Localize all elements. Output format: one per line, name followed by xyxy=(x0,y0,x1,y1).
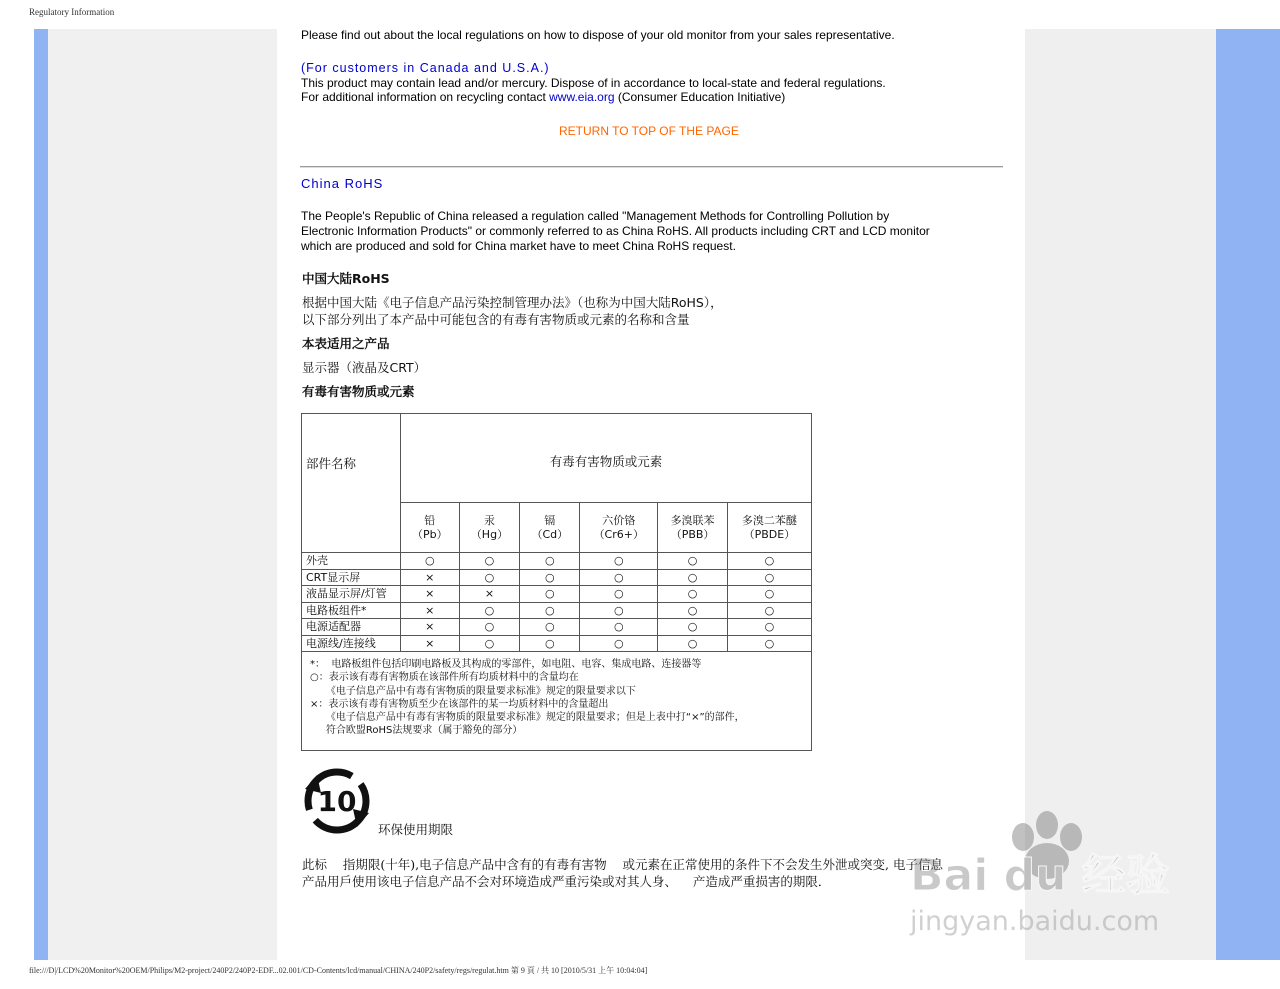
watermark-url: jingyan.baidu.com xyxy=(910,906,1160,937)
cn-rohs-desc-line2: 以下部分列出了本产品中可能包含的有毒有害物质或元素的名称和含量 xyxy=(302,312,690,327)
canada-line1: This product may contain lead and/or mercury. Dispose of in accordance to local-state and federal regulations. xyxy=(301,76,886,90)
canada-line2 xyxy=(301,90,785,105)
note-line: 《电子信息产品中有毒有害物质的限量要求标准》规定的限量要求以下 xyxy=(310,685,636,697)
note-line: *： 电路板组件包括印刷电路板及其构成的零部件，如电阻、电容、集成电路、连接器等 xyxy=(310,659,702,670)
cn-rohs-title: 中国大陆RoHS xyxy=(302,271,390,286)
table-row: CRT显示屏 × ○ ○ ○ ○ ○ xyxy=(302,569,812,586)
note-line: 《电子信息产品中有毒有害物质的限量要求标准》规定的限量要求；但是上表中打“×”的部件， xyxy=(310,712,745,724)
note-line: 符合欧盟RoHS法规要求（属于豁免的部分） xyxy=(310,725,523,737)
recycle-arrows-icon xyxy=(301,767,375,835)
col-header-cd: 镉 （Cd） xyxy=(520,503,580,553)
baidu-watermark xyxy=(905,795,1205,945)
cn-rohs-desc-line1: 根据中国大陆《电子信息产品污染控制管理办法》（也称为中国大陆RoHS）， xyxy=(302,295,723,310)
table-notes xyxy=(302,652,812,751)
table-row: 液晶显示屏/灯管 × × ○ ○ ○ ○ xyxy=(302,586,812,603)
china-rohs-para-line1: The People's Republic of China released a regulation called "Management Methods for Controlling Pollution by xyxy=(301,209,890,223)
epup-number: 10 xyxy=(317,785,357,818)
applies-value: 显示器（液晶及CRT） xyxy=(302,360,427,375)
left-gray-margin xyxy=(48,29,277,960)
canada-heading: (For customers in Canada and U.S.A.) xyxy=(301,61,550,75)
col-header-cr6: 六价铬 （Cr6+） xyxy=(580,503,658,553)
table-row: 电源线/连接线 × ○ ○ ○ ○ ○ xyxy=(302,635,812,652)
table-row: 电路板组件* × ○ ○ ○ ○ ○ xyxy=(302,602,812,619)
substances-header: 有毒有害物质或元素 xyxy=(401,414,812,503)
col-header-pbb: 多溴联苯 （PBB） xyxy=(658,503,728,553)
note-line: ○：表示该有毒有害物质在该部件所有均质材料中的含量均在 xyxy=(310,672,579,684)
left-blue-stripe xyxy=(34,29,48,960)
epup-desc-line1: 此标 指期限(十年),电子信息产品中含有的有毒有害物 或元素在正常使用的条件下不会发生外泄或突变, 电子信息 xyxy=(302,857,943,872)
col-header-pb: 铅 （Pb） xyxy=(401,503,460,553)
rohs-table xyxy=(301,413,812,751)
return-to-top-link[interactable]: RETURN TO TOP OF THE PAGE xyxy=(559,124,739,138)
applies-title: 本表适用之产品 xyxy=(302,336,390,351)
watermark-brand: Bai du 经验 xyxy=(910,850,1170,901)
epup-desc-line2: 产品用戶使用该电子信息产品不会对环境造成严重污染或对其人身、 产造成严重损害的期限． xyxy=(302,874,831,889)
table-row: 外壳 ○ ○ ○ ○ ○ ○ xyxy=(302,553,812,570)
print-footer: file:///D|/LCD%20Monitor%20OEM/Philips/M2-project/240P2/240P2-EDF...02.001/CD-Contents/lcd/manual/CHINA/240P2/safety/regs/regulat.htm 第 9 頁 / 共 10 [2010/5/31 上午 10:04:04] xyxy=(29,966,648,975)
col-header-pbde: 多溴二苯醚 （PBDE） xyxy=(727,503,811,553)
section-divider xyxy=(300,166,1003,168)
epup-caption: 环保使用期限 xyxy=(378,822,454,837)
canada-line2-prefix: For additional information on recycling contact xyxy=(301,90,550,104)
toxic-title: 有毒有害物质或元素 xyxy=(302,384,415,399)
china-rohs-para-line3: which are produced and sold for China market have to meet China RoHS request. xyxy=(301,239,736,253)
part-name-header: 部件名称 xyxy=(302,414,401,553)
intro-text: Please find out about the local regulations on how to dispose of your old monitor from your sales representative. xyxy=(301,28,895,42)
epup-10-logo xyxy=(301,767,375,835)
print-header: Regulatory Information xyxy=(29,7,115,17)
col-header-hg: 汞 （Hg） xyxy=(459,503,520,553)
eia-link[interactable]: www.eia.org xyxy=(549,90,615,104)
china-rohs-para-line2: Electronic Information Products" or commonly referred to as China RoHS. All products including CRT and LCD monitor xyxy=(301,224,930,238)
canada-line2-suffix: (Consumer Education Initiative) xyxy=(614,90,786,104)
china-rohs-heading: China RoHS xyxy=(301,176,384,191)
right-blue-stripe xyxy=(1216,29,1280,960)
table-row: 电源适配器 × ○ ○ ○ ○ ○ xyxy=(302,619,812,636)
note-line: ×：表示该有毒有害物质至少在该部件的某一均质材料中的含量超出 xyxy=(310,698,609,710)
